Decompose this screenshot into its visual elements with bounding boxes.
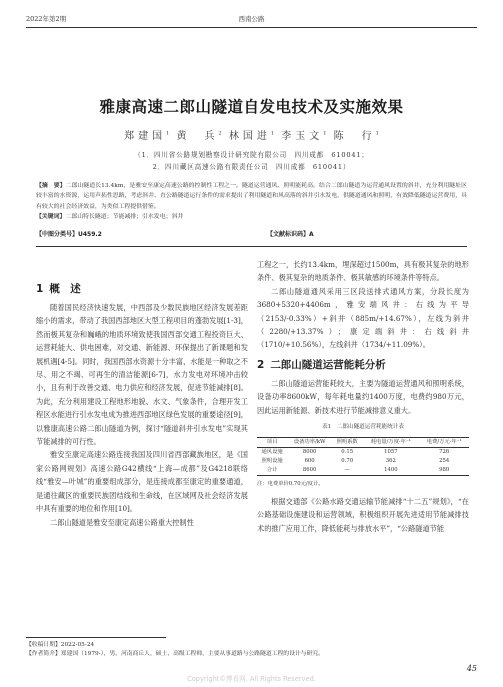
author: 郑建国$^1$ — [124, 130, 170, 142]
section-heading: 1 概 述 — [36, 283, 81, 295]
section-separator — [36, 246, 467, 247]
author-bio: 【作者简介】郑建国（1979-），男，河南商丘人，硕士，高级工程师，主要从事道路与公路隧道工程的设计与研究。 — [26, 651, 324, 657]
received-date: 【收稿日期】2022-05-24 — [26, 642, 95, 648]
table-header: 项目 — [257, 438, 287, 448]
header-rule — [26, 27, 477, 28]
journal-name: 西南公路 — [238, 15, 265, 23]
table-cell: 726 — [439, 449, 450, 456]
table-cell: 980 — [419, 466, 469, 475]
copyright-watermark: Copyright©博看网. All Rights Reserved. — [187, 675, 316, 683]
table-cell: 8000 — [302, 449, 317, 456]
footnote-rule — [26, 637, 166, 638]
affiliation-2: 2．四川藏区高速公路有限责任公司 四川成都 610041） — [152, 163, 351, 171]
table-header: 照明系数 — [332, 438, 362, 448]
running-header — [26, 14, 477, 26]
paper-title: 雅康高速二郎山隧道自发电技术及实施效果 — [99, 98, 404, 116]
table-cell: 0.15 — [341, 449, 354, 456]
section-heading: 2 二郎山隧道运营能耗分析 — [257, 358, 386, 371]
abstract-label: 【摘 要】 — [36, 183, 66, 189]
paragraph: 雅安至康定高速公路连接我国及四川省西部藏族地区，是《国家公路网规划》高速公路G42横线“上海—成都”及G4218联络线“雅安—叶城”的重要组成部分，是连接成都至康定的重要通道，是通往藏区的重要民族团结线和生命线，在区域网及社会经济发展中具有重要的地位和作用[10]。 — [36, 450, 248, 514]
table-cell: 照明设施 — [261, 458, 283, 465]
table-cell: 600 — [304, 458, 315, 465]
right-column — [257, 258, 469, 535]
paragraph: 二郎山隧道通风采用三区段送排式通风方案，分段长度为3680+5320+4406m，雅安端风井：右线为平导（2153/-0.33%）+斜井（885m/+14.67%），左线为斜井（2280/+13.37%）；康定端斜井：右线斜井（1710/+10.56%），左线斜井（1734/+11.09%）。 — [257, 286, 469, 350]
affiliation-1: （1．四川省公路规划勘察设计研究院有限公司 四川成都 610041； — [134, 151, 369, 159]
clc-code: 【中图分类号】U459.2 — [36, 231, 102, 238]
abstract-text: 二郎山隧道长13.4km，是雅安至康定高速公路的控制性工程之一。隧道运营通风、照明能耗高。结合二郎山隧道为运营通风设置的斜井，充分利用隧址区较丰富的水资源，运用声拓性思路，考虑斜井、直公路隧道运行条件的需求提出了利用隧道和风高落的斜井引水发电，供隧道通风和照明，有效降低隧道运营费用，具有较大的社会经济效益，为类似工程提供借鉴。 — [36, 183, 467, 210]
author-list — [0, 127, 503, 142]
table-cell: 1057 — [384, 449, 398, 456]
document-code: 【文献标识码】A — [267, 231, 314, 238]
paragraph: 根据交通部《公路水路交通运输节能减排“十二五”规划》，“在公路基础设施建设和运营领域，积极组织开展先进适用节能减排技术的推广应用工作，降低能耗与排放水平”，“公路隧道节能 — [257, 497, 469, 533]
author: 林国进$^1$ — [228, 130, 275, 142]
paragraph: 二郎山隧道运营能耗较大，主要为隧道运营通风和照明系统，设备功率8600kW，每年耗电量约1400万度，电费约980万元，因此运用新能源、新技术进行节能减排意义重大。 — [257, 378, 469, 415]
keywords-text: 二郎山特长隧道；节能减排；引水发电；斜井 — [65, 213, 184, 220]
table-cell: — — [332, 466, 362, 475]
journal-issue: 2022年第2期 — [26, 15, 67, 23]
table-row — [257, 448, 469, 457]
table-cell: 8600 — [287, 466, 332, 475]
page-number: 45 — [466, 664, 477, 673]
table-cell: 合计 — [257, 466, 287, 475]
energy-table — [257, 437, 469, 475]
table-note: 注：电费单价0.70元/度计。 — [257, 480, 324, 487]
table-row — [257, 466, 469, 475]
table-header: 耗电量/万度·年⁻¹ — [362, 438, 419, 448]
table-cell: 0.70 — [341, 458, 354, 465]
table-row — [257, 457, 469, 466]
paragraph: 工程之一，长约13.4km，埋深超过1500m，具有极其复杂的地形条件、极其复杂的地质条件、极其敏感的环境条件等特点。 — [257, 260, 469, 283]
left-column — [36, 258, 248, 529]
table-caption: 表1 二郎山隧道运营耗能统计表 — [322, 424, 404, 431]
table-cell: 362 — [385, 458, 396, 465]
table-header-row — [257, 438, 469, 448]
table-header: 设备功率/kW — [287, 438, 332, 448]
abstract — [36, 181, 467, 222]
classification-codes — [36, 229, 467, 238]
author: 陈 行$^1$ — [333, 130, 379, 142]
table-cell: 1400 — [362, 466, 419, 475]
paragraph: 随着国民经济快速发展，中西部及少数民族地区经济发展差距缩小的需求，带动了我国西部地区大型工程项目的蓬勃发展[1-3]，然而极其复杂和巍峨的地质环境致使我国西部交通工程投资巨大、运营耗能大、供电困难，对交通、新能源、环保提出了新课题和发展机遇[4-5]。同时，我国西部水资源十分丰富，水能是一种取之不尽、用之不竭、可再生的清洁能源[6-7]，水力发电对环境冲击较小，且有利于改善交通、电力供应和经济发展，促进节能减排[8]。为此，充分利用建设工程地形地貌、水文、气象条件，合理开发工程区水能进行引水发电成为推进西部地区绿色发展的重要途径[9]，以雅康高速公路二郎山隧道为例，探讨“隧道斜井引水发电”实现其节能减排的可行性。 — [36, 303, 248, 447]
author: 黄 兵$^2$ — [176, 130, 222, 142]
author: 李玉文$^1$ — [281, 130, 327, 142]
keywords-label: 【关键词】 — [36, 213, 66, 220]
paragraph: 二郎山隧道是雅安至康定高速公路重大控制性 — [50, 517, 194, 527]
table-cell: 通风设施 — [261, 449, 283, 456]
table-cell: 254 — [439, 458, 450, 465]
table-header: 电费/万元·年⁻¹ — [419, 438, 469, 448]
